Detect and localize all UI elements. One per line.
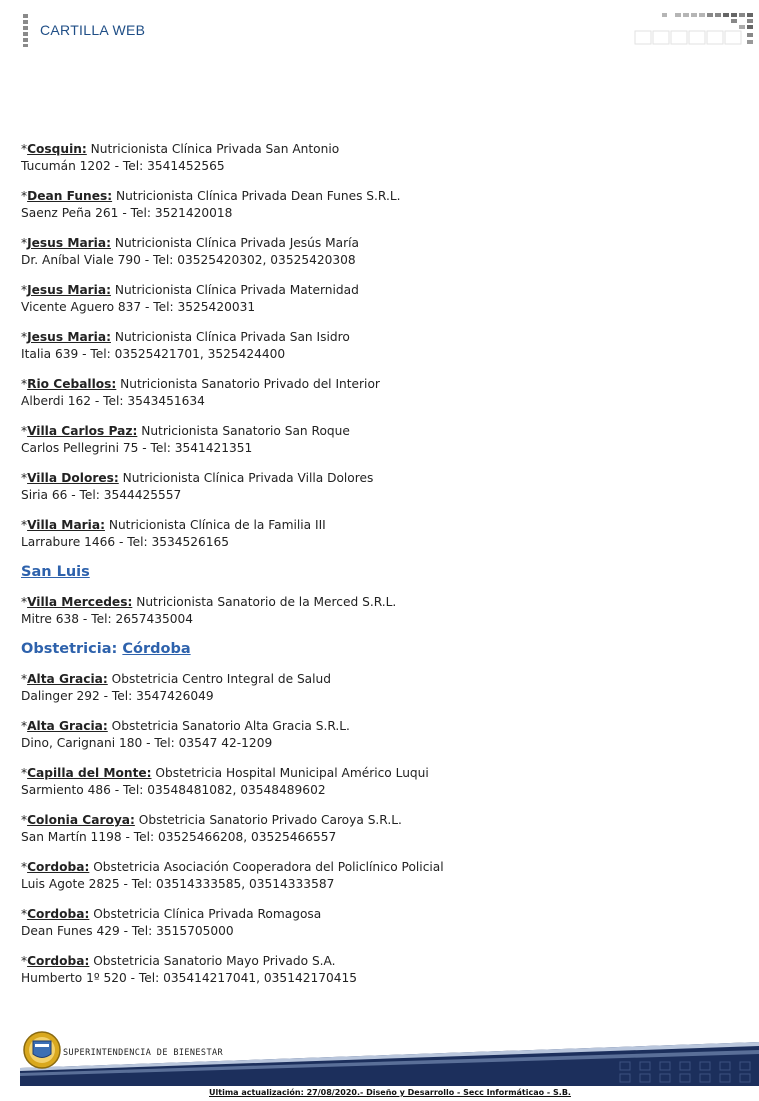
list-item: *Jesus Maria: Nutricionista Clínica Privada Jesús María Dr. Aníbal Viale 790 - Tel: 03525420302, 03525420308 bbox=[21, 235, 721, 269]
entry-description: Nutricionista Sanatorio de la Merced S.R.L. bbox=[136, 595, 397, 609]
list-item: *Villa Carlos Paz: Nutricionista Sanatorio San Roque Carlos Pellegrini 75 - Tel: 3541421351 bbox=[21, 423, 721, 457]
page-footer bbox=[0, 1028, 759, 1101]
directory-content bbox=[21, 141, 721, 1000]
entry-description: Nutricionista Clínica Privada San Isidro bbox=[114, 330, 350, 344]
list-item: *Cosquin: Nutricionista Clínica Privada San Antonio Tucumán 1202 - Tel: 3541452565 bbox=[21, 141, 721, 175]
list-item: *Capilla del Monte: Obstetricia Hospital Municipal Américo Luqui Sarmiento 486 - Tel: 03548481082, 03548489602 bbox=[21, 765, 721, 799]
entry-address: Italia 639 - Tel: 03525421701, 3525424400 bbox=[21, 347, 286, 361]
list-item: *Cordoba: Obstetricia Asociación Cooperadora del Policlínico Policial Luis Agote 2825 - Tel: 03514333585, 03514333587 bbox=[21, 859, 721, 893]
entry-address: San Martín 1198 - Tel: 03525466208, 03525466557 bbox=[21, 830, 337, 844]
list-item: *Cordoba: Obstetricia Clínica Privada Romagosa Dean Funes 429 - Tel: 3515705000 bbox=[21, 906, 721, 940]
entry-address: Sarmiento 486 - Tel: 03548481082, 03548489602 bbox=[21, 783, 326, 797]
entry-city: Dean Funes: bbox=[27, 189, 113, 203]
list-item: *Jesus Maria: Nutricionista Clínica Privada Maternidad Vicente Aguero 837 - Tel: 3525420031 bbox=[21, 282, 721, 316]
entry-description: Nutricionista Sanatorio Privado del Interior bbox=[120, 377, 380, 391]
entry-city: Capilla del Monte: bbox=[27, 766, 152, 780]
entry-address: Dean Funes 429 - Tel: 3515705000 bbox=[21, 924, 234, 938]
entry-address: Tucumán 1202 - Tel: 3541452565 bbox=[21, 159, 225, 173]
footer-last-update: Ultima actualización: 27/08/2020.- Diseño y Desarrollo - Secc Informáticao - S.B. bbox=[209, 1088, 571, 1097]
list-item: *Dean Funes: Nutricionista Clínica Privada Dean Funes S.R.L. Saenz Peña 261 - Tel: 3521420018 bbox=[21, 188, 721, 222]
entry-address: Dr. Aníbal Viale 790 - Tel: 03525420302, 03525420308 bbox=[21, 253, 356, 267]
entry-address: Vicente Aguero 837 - Tel: 3525420031 bbox=[21, 300, 256, 314]
list-item: *Rio Ceballos: Nutricionista Sanatorio Privado del Interior Alberdi 162 - Tel: 3543451634 bbox=[21, 376, 721, 410]
entry-description: Obstetricia Asociación Cooperadora del Policlínico Policial bbox=[93, 860, 444, 874]
list-item: *Cordoba: Obstetricia Sanatorio Mayo Privado S.A. Humberto 1º 520 - Tel: 035414217041, 035142170415 bbox=[21, 953, 721, 987]
entry-description: Obstetricia Sanatorio Mayo Privado S.A. bbox=[93, 954, 336, 968]
entry-city: Jesus Maria: bbox=[27, 236, 111, 250]
entry-city: Villa Mercedes: bbox=[27, 595, 133, 609]
list-item: *Villa Dolores: Nutricionista Clínica Privada Villa Dolores Siria 66 - Tel: 3544425557 bbox=[21, 470, 721, 504]
footer-organization: SUPERINTENDENCIA DE BIENESTAR bbox=[63, 1048, 224, 1058]
entry-address: Dalinger 292 - Tel: 3547426049 bbox=[21, 689, 214, 703]
entry-address: Larrabure 1466 - Tel: 3534526165 bbox=[21, 535, 230, 549]
footer-band bbox=[0, 1028, 759, 1088]
section-heading[interactable] bbox=[21, 641, 721, 658]
entry-description: Obstetricia Hospital Municipal Américo Luqui bbox=[155, 766, 429, 780]
section-heading[interactable] bbox=[21, 564, 721, 581]
entry-address: Humberto 1º 520 - Tel: 035414217041, 035142170415 bbox=[21, 971, 357, 985]
section-title[interactable]: San Luis bbox=[21, 564, 90, 580]
entry-address: Saenz Peña 261 - Tel: 3521420018 bbox=[21, 206, 233, 220]
entry-city: Alta Gracia: bbox=[27, 672, 108, 686]
header-accent-bar bbox=[23, 14, 28, 47]
entry-address: Alberdi 162 - Tel: 3543451634 bbox=[21, 394, 205, 408]
entry-description: Nutricionista Sanatorio San Roque bbox=[141, 424, 350, 438]
entry-description: Obstetricia Centro Integral de Salud bbox=[111, 672, 331, 686]
entry-description: Nutricionista Clínica Privada San Antonio bbox=[90, 142, 340, 156]
entry-address: Mitre 638 - Tel: 2657435004 bbox=[21, 612, 193, 626]
entry-city: Cordoba: bbox=[27, 860, 90, 874]
list-item: *Jesus Maria: Nutricionista Clínica Privada San Isidro Italia 639 - Tel: 03525421701, 3525424400 bbox=[21, 329, 721, 363]
directory-group bbox=[21, 641, 721, 987]
seal-logo-icon bbox=[22, 1030, 62, 1070]
list-item: *Villa Mercedes: Nutricionista Sanatorio de la Merced S.R.L. Mitre 638 - Tel: 2657435004 bbox=[21, 594, 721, 628]
list-item: *Villa Maria: Nutricionista Clínica de la Familia III Larrabure 1466 - Tel: 3534526165 bbox=[21, 517, 721, 551]
entry-description: Nutricionista Clínica Privada Maternidad bbox=[114, 283, 359, 297]
entry-description: Obstetricia Sanatorio Alta Gracia S.R.L. bbox=[111, 719, 350, 733]
section-title[interactable]: Obstetricia: Córdoba bbox=[21, 641, 191, 657]
entry-description: Nutricionista Clínica Privada Jesús María bbox=[114, 236, 359, 250]
entry-city: Cordoba: bbox=[27, 907, 90, 921]
entry-city: Colonia Caroya: bbox=[27, 813, 135, 827]
list-item: *Alta Gracia: Obstetricia Centro Integral de Salud Dalinger 292 - Tel: 3547426049 bbox=[21, 671, 721, 705]
entry-description: Nutricionista Clínica Privada Villa Dolores bbox=[122, 471, 374, 485]
entry-city: Alta Gracia: bbox=[27, 719, 108, 733]
entry-description: Nutricionista Clínica Privada Dean Funes S.R.L. bbox=[115, 189, 401, 203]
entry-city: Cordoba: bbox=[27, 954, 90, 968]
page-header bbox=[0, 0, 759, 60]
entry-address: Dino, Carignani 180 - Tel: 03547 42-1209 bbox=[21, 736, 273, 750]
header-decoration-icon bbox=[634, 11, 759, 47]
list-item: *Colonia Caroya: Obstetricia Sanatorio Privado Caroya S.R.L. San Martín 1198 - Tel: 03525466208, 03525466557 bbox=[21, 812, 721, 846]
entry-city: Villa Carlos Paz: bbox=[27, 424, 138, 438]
entry-address: Luis Agote 2825 - Tel: 03514333585, 03514333587 bbox=[21, 877, 335, 891]
entry-city: Jesus Maria: bbox=[27, 283, 111, 297]
entry-address: Carlos Pellegrini 75 - Tel: 3541421351 bbox=[21, 441, 253, 455]
directory-group bbox=[21, 141, 721, 551]
entry-description: Nutricionista Clínica de la Familia III bbox=[108, 518, 326, 532]
directory-group bbox=[21, 564, 721, 628]
list-item: *Alta Gracia: Obstetricia Sanatorio Alta Gracia S.R.L. Dino, Carignani 180 - Tel: 03547 42-1209 bbox=[21, 718, 721, 752]
entry-address: Siria 66 - Tel: 3544425557 bbox=[21, 488, 182, 502]
header-title: CARTILLA WEB bbox=[40, 22, 146, 38]
entry-city: Jesus Maria: bbox=[27, 330, 111, 344]
entry-city: Villa Maria: bbox=[27, 518, 105, 532]
entry-description: Obstetricia Clínica Privada Romagosa bbox=[93, 907, 322, 921]
entry-city: Villa Dolores: bbox=[27, 471, 119, 485]
entry-city: Rio Ceballos: bbox=[27, 377, 117, 391]
entry-description: Obstetricia Sanatorio Privado Caroya S.R.L. bbox=[138, 813, 402, 827]
entry-city: Cosquin: bbox=[27, 142, 87, 156]
